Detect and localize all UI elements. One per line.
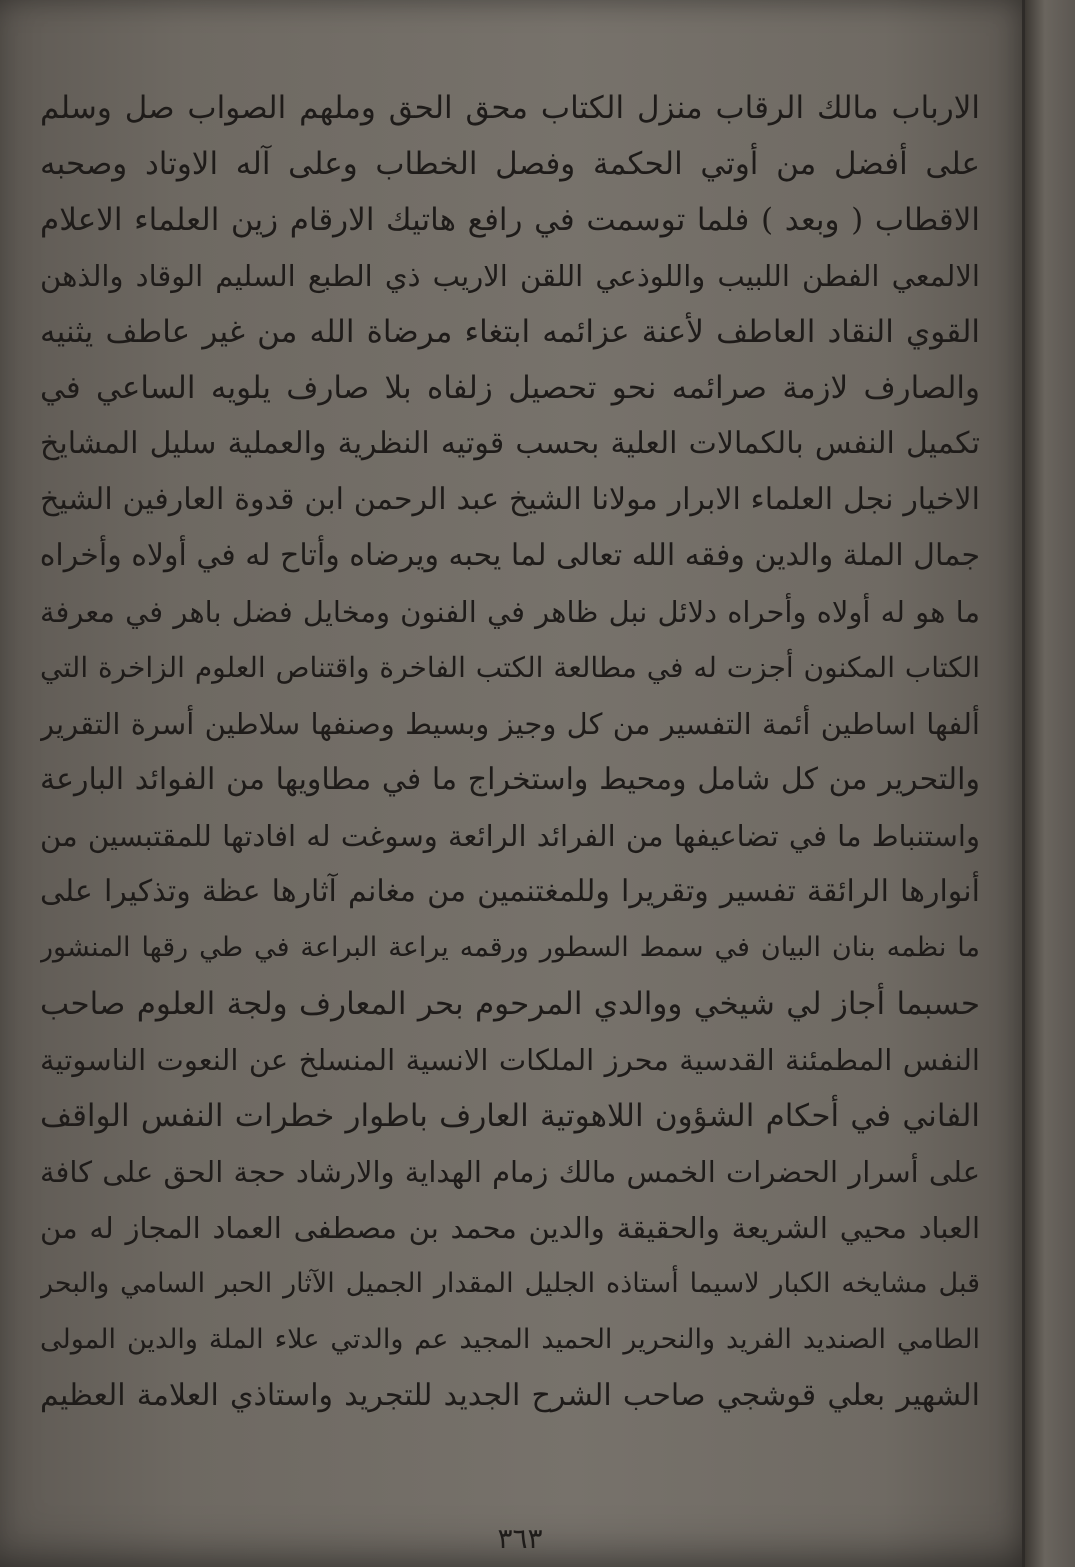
text-line: قبل مشايخه الكبار لاسيما أستاذه الجليل المقدار الجميل الآثار الحبر السامي والبحر [40,1268,980,1299]
text-line: حسبما أجاز لي شيخي ووالدي المرحوم بحر المعارف ولجة العلوم صاحب [40,986,980,1022]
text-line: النفس المطمئنة القدسية محرز الملكات الانسية المنسلخ عن النعوت الناسوتية [40,1043,980,1077]
text-line: على أفضل من أوتي الحكمة وفصل الخطاب وعلى آله الاوتاد وصحبه [40,146,980,182]
adjacent-page-marginalia [1031,780,1071,1500]
text-line: واستنباط ما في تضاعيفها من الفرائد الرائعة وسوغت له افادتها للمقتبسين من [40,819,980,853]
text-line: أنوارها الرائقة تفسير وتقريرا وللمغتنمين من مغانم آثارها عظة وتذكيرا على [40,874,980,909]
page-number: ٣٦٣ [497,1522,543,1555]
adjacent-page-edge [1025,0,1075,1567]
text-line: والصارف لازمة صرائمه نحو تحصيل زلفاه بلا صارف يلويه الساعي في [40,370,980,406]
text-line: الفاني في أحكام الشؤون اللاهوتية العارف باطوار خطرات النفس الواقف [40,1098,980,1134]
text-line: ما نظمه بنان البيان في سمط السطور ورقمه يراعة البراعة في طي رقها المنشور [40,932,980,963]
text-line: ألفها اساطين أئمة التفسير من كل وجيز وبسيط وصنفها سلاطين أسرة التقرير [40,707,980,741]
text-line: تكميل النفس بالكمالات العلية بحسب قوتيه النظرية والعملية سليل المشايخ [40,426,980,461]
text-line: جمال الملة والدين وفقه الله تعالى لما يحبه ويرضاه وأتاح له في أولاه وأخراه [40,538,980,573]
text-line: الشهير بعلي قوشجي صاحب الشرح الجديد للتجريد واستاذي العلامة العظيم [40,1378,980,1413]
text-line: الالمعي الفطن اللبيب واللوذعي اللقن الاريب ذي الطبع السليم الوقاد والذهن [40,259,980,293]
text-line: الاخيار نجل العلماء الابرار مولانا الشيخ عبد الرحمن ابن قدوة العارفين الشيخ [40,482,980,517]
text-line: على أسرار الحضرات الخمس مالك زمام الهداية والارشاد حجة الحق على كافة [40,1155,980,1189]
text-line: الاقطاب ( وبعد ) فلما توسمت في رافع هاتيك الارقام زين العلماء الاعلام [40,202,980,238]
text-line: القوي النقاد العاطف لأعنة عزائمه ابتغاء مرضاة الله من غير عاطف يثنيه [40,314,980,350]
text-line: والتحرير من كل شامل ومحيط واستخراج ما في مطاويها من الفوائد البارعة [40,762,980,797]
text-line: الطامي الصنديد الفريد والنحرير الحميد المجيد عم والدتي علاء الملة والدين المولى [40,1324,980,1355]
text-line: الكتاب المكنون أجزت له في مطالعة الكتب الفاخرة واقتناص العلوم الزاخرة التي [40,651,980,684]
text-line: الارباب مالك الرقاب منزل الكتاب محق الحق وملهم الصواب صل وسلم [40,90,980,126]
text-line: ما هو له أولاه وأحراه دلائل نبل ظاهر في الفنون ومخايل فضل باهر في معرفة [40,595,980,629]
body-text [40,80,980,1424]
text-line: العباد محيي الشريعة والحقيقة والدين محمد بن مصطفى العماد المجاز له من [40,1211,980,1245]
